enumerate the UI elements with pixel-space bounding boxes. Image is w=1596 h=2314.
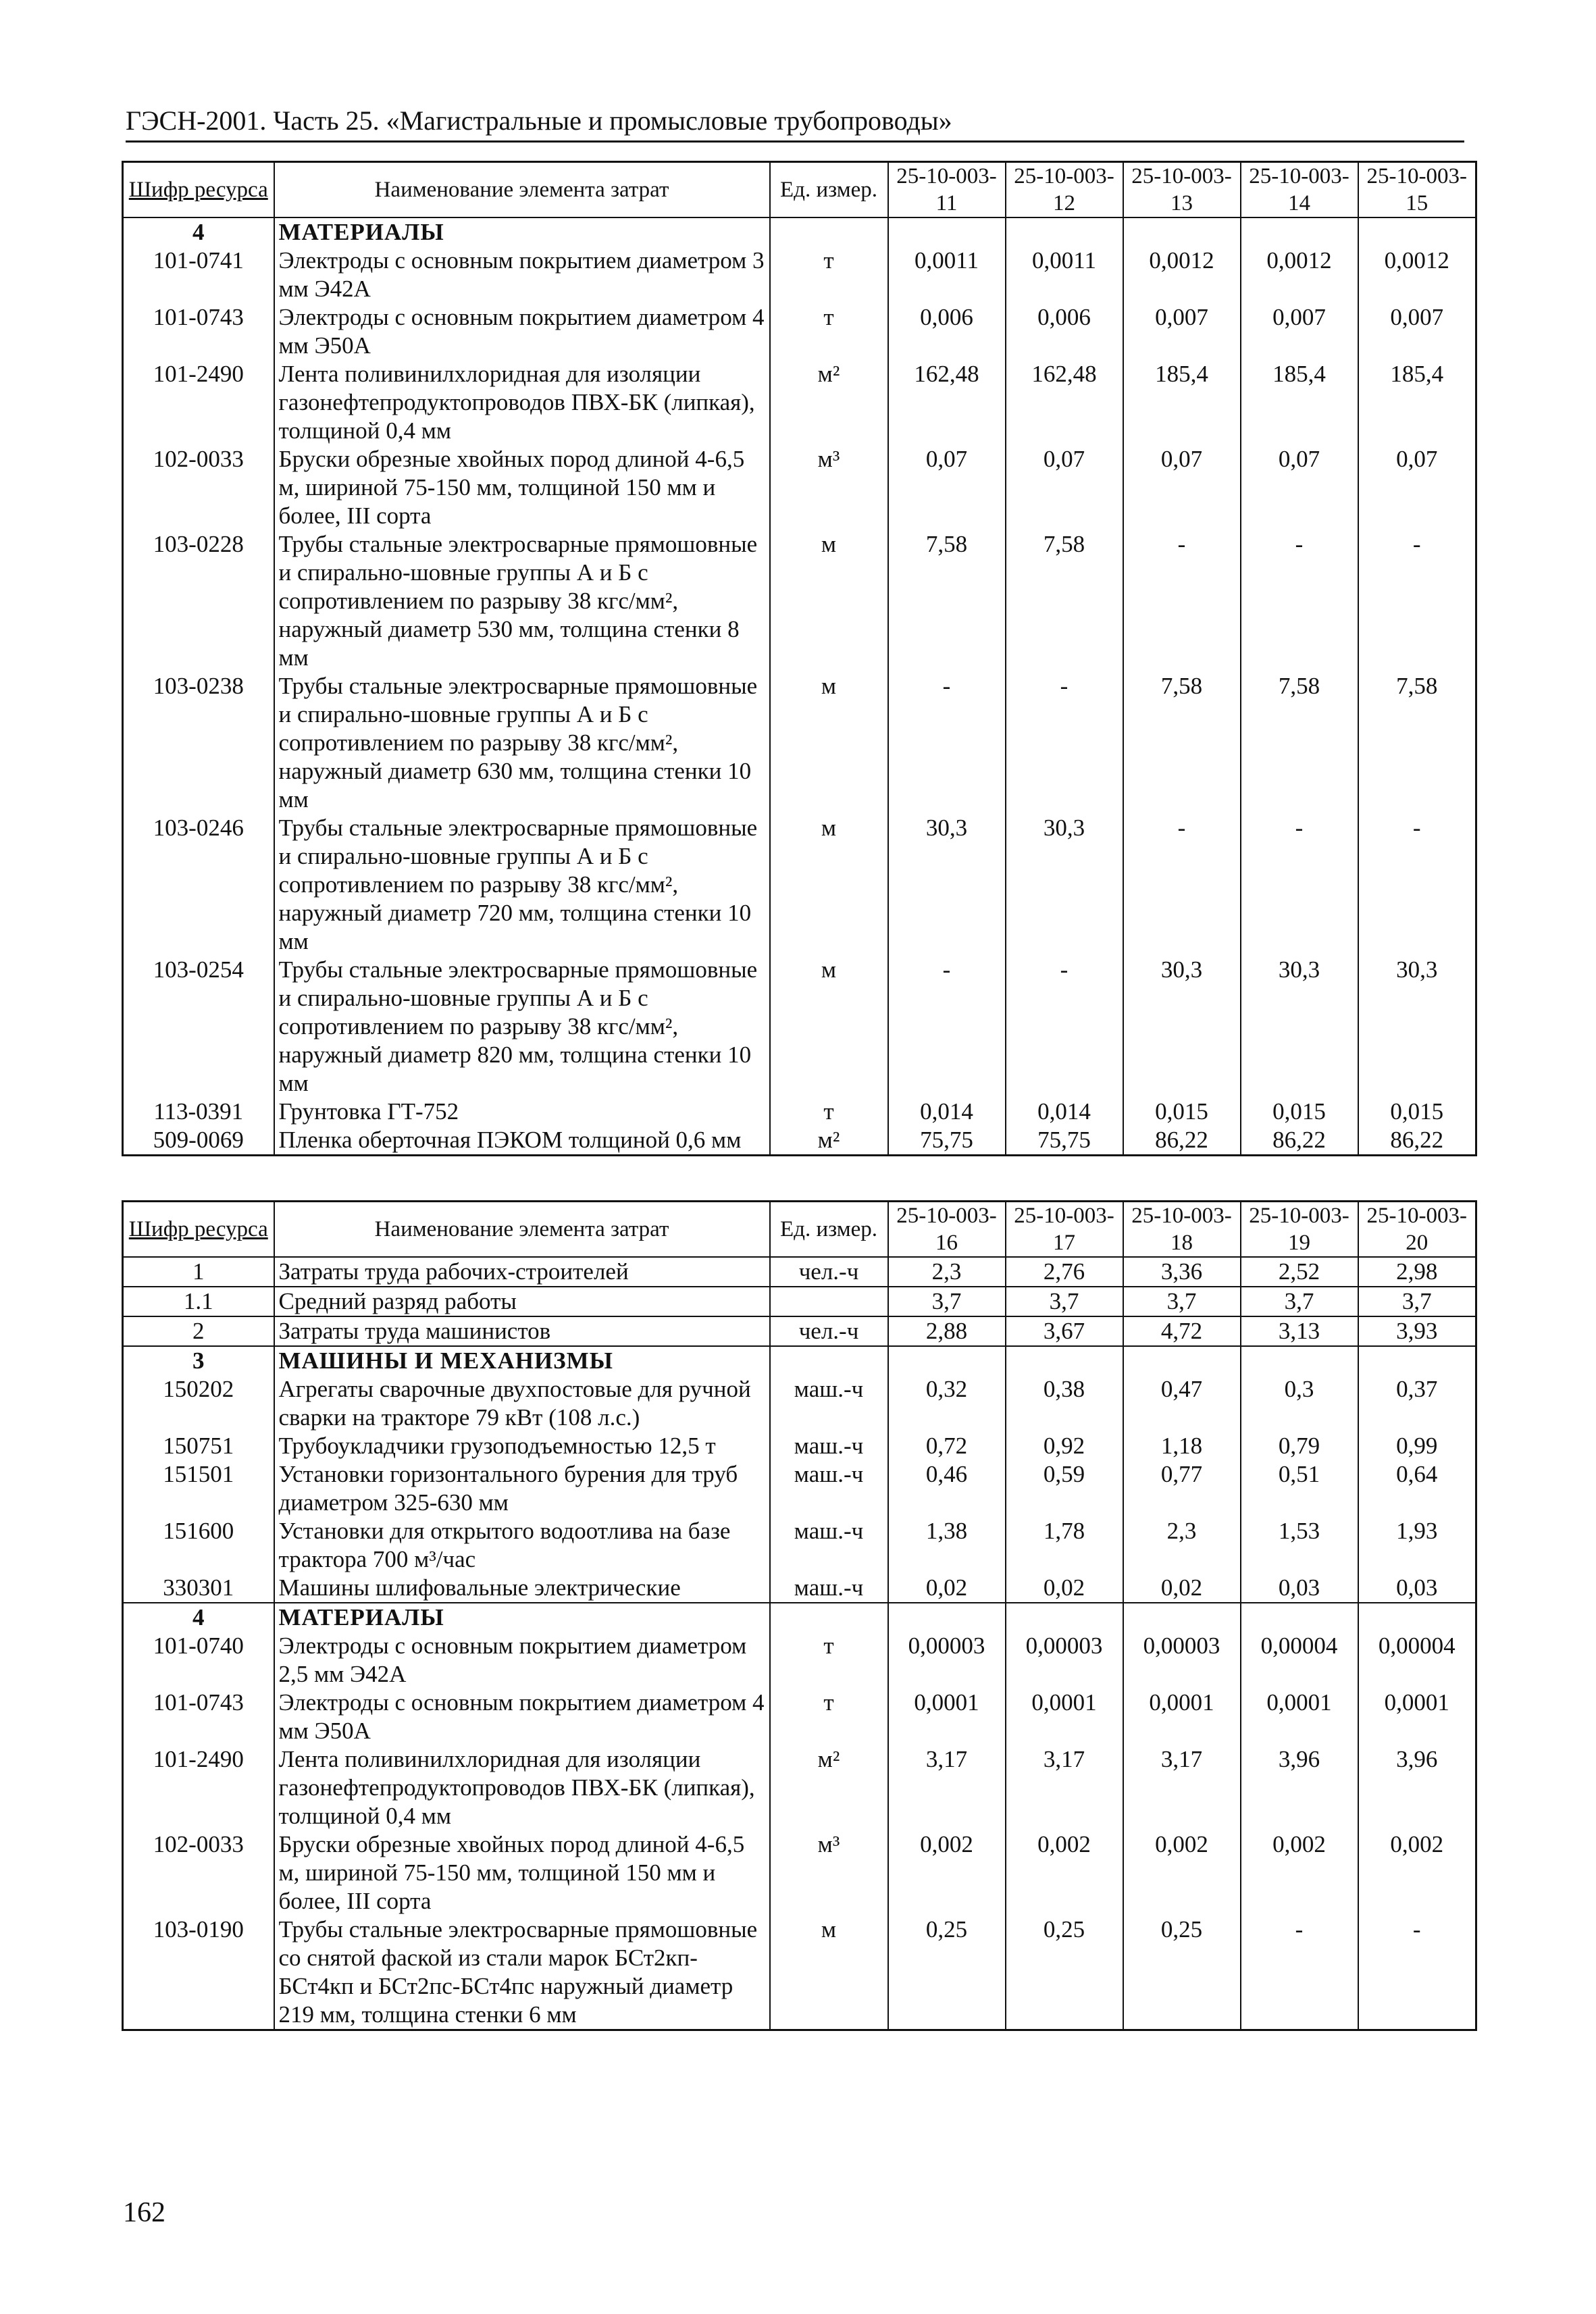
resource-code: 103-0254	[123, 956, 274, 1098]
resource-code: 103-0190	[123, 1916, 274, 2030]
unit-cell: т	[770, 303, 888, 360]
value-cell: 30,3	[1123, 956, 1241, 1098]
value-cell: 3,7	[888, 1287, 1006, 1316]
unit-cell: м	[770, 814, 888, 956]
value-cell: 0,00003	[888, 1632, 1006, 1689]
table-row	[123, 1689, 1476, 1745]
column-header-norm: 25-10-003-11	[888, 162, 1006, 218]
resource-name: Лента поливинилхлоридная для изоляции газонефтепродуктопроводов ПВХ-БК (липкая), толщиной 0,4 мм	[274, 360, 770, 445]
value-cell: 0,015	[1358, 1098, 1476, 1126]
resource-name: МАТЕРИАЛЫ	[274, 1603, 770, 1632]
value-cell	[888, 1603, 1006, 1632]
value-cell: 30,3	[1241, 956, 1358, 1098]
column-header-code: Шифр ресурса	[123, 1202, 274, 1258]
section-row	[123, 1603, 1476, 1632]
value-cell: 0,92	[1006, 1432, 1123, 1460]
unit-cell	[770, 1287, 888, 1316]
unit-cell	[770, 1603, 888, 1632]
value-cell: 7,58	[888, 530, 1006, 672]
resource-name: Трубоукладчики грузоподъемностью 12,5 т	[274, 1432, 770, 1460]
value-cell: 0,014	[1006, 1098, 1123, 1126]
value-cell: 1,53	[1241, 1517, 1358, 1574]
value-cell: -	[1241, 814, 1358, 956]
value-cell: 2,88	[888, 1316, 1006, 1346]
value-cell: 2,3	[888, 1257, 1006, 1287]
unit-cell: маш.-ч	[770, 1517, 888, 1574]
table-row	[123, 1375, 1476, 1432]
value-cell: 0,07	[1006, 445, 1123, 530]
value-cell: 2,98	[1358, 1257, 1476, 1287]
table-row	[123, 530, 1476, 672]
value-cell: -	[1358, 530, 1476, 672]
table-row	[123, 1632, 1476, 1689]
unit-cell: м	[770, 956, 888, 1098]
table-body	[123, 217, 1476, 1156]
resource-name: МАТЕРИАЛЫ	[274, 217, 770, 247]
value-cell: 0,0001	[888, 1689, 1006, 1745]
value-cell: 0,0012	[1241, 247, 1358, 303]
resource-code: 101-0741	[123, 247, 274, 303]
value-cell: 0,02	[1006, 1574, 1123, 1603]
unit-cell: м	[770, 672, 888, 814]
resource-code: 101-0740	[123, 1632, 274, 1689]
page-number: 162	[123, 2197, 165, 2228]
column-header-norm: 25-10-003-17	[1006, 1202, 1123, 1258]
table-row	[123, 672, 1476, 814]
resource-code: 101-0743	[123, 303, 274, 360]
value-cell: 0,25	[1006, 1916, 1123, 2030]
table-row	[123, 1517, 1476, 1574]
value-cell: -	[1006, 956, 1123, 1098]
value-cell: -	[1241, 530, 1358, 672]
column-header-code: Шифр ресурса	[123, 162, 274, 218]
value-cell: 0,0001	[1123, 1689, 1241, 1745]
value-cell: 185,4	[1358, 360, 1476, 445]
section-row	[123, 217, 1476, 247]
value-cell: 162,48	[1006, 360, 1123, 445]
table-row	[123, 1574, 1476, 1603]
value-cell: 0,0001	[1358, 1689, 1476, 1745]
resource-code: 4	[123, 217, 274, 247]
value-cell	[1123, 1346, 1241, 1375]
value-cell: 0,007	[1241, 303, 1358, 360]
value-cell: 7,58	[1358, 672, 1476, 814]
resource-code: 103-0238	[123, 672, 274, 814]
resource-name: Электроды с основным покрытием диаметром 4 мм Э50А	[274, 303, 770, 360]
table-row	[123, 1316, 1476, 1346]
resource-name: Электроды с основным покрытием диаметром 3 мм Э42А	[274, 247, 770, 303]
unit-cell: м²	[770, 1745, 888, 1830]
table-row	[123, 1126, 1476, 1156]
value-cell: 0,77	[1123, 1460, 1241, 1517]
column-header-name: Наименование элемента затрат	[274, 162, 770, 218]
value-cell: 1,78	[1006, 1517, 1123, 1574]
value-cell: 3,7	[1123, 1287, 1241, 1316]
value-cell	[1358, 217, 1476, 247]
value-cell: 0,002	[1358, 1830, 1476, 1916]
value-cell: 0,99	[1358, 1432, 1476, 1460]
value-cell: 0,0012	[1123, 247, 1241, 303]
resource-name: Бруски обрезные хвойных пород длиной 4-6,5 м, шириной 75-150 мм, толщиной 150 мм и более, III сорта	[274, 445, 770, 530]
value-cell: 0,0011	[1006, 247, 1123, 303]
value-cell: 3,17	[1123, 1745, 1241, 1830]
resource-code: 3	[123, 1346, 274, 1375]
resource-name: Трубы стальные электросварные прямошовные со снятой фаской из стали марок БСт2кп-БСт4кп и БСт2пс-БСт4пс наружный диаметр 219 мм, толщина стенки 6 мм	[274, 1916, 770, 2030]
table-row	[123, 1098, 1476, 1126]
value-cell: 75,75	[888, 1126, 1006, 1156]
value-cell: 0,0012	[1358, 247, 1476, 303]
resource-code: 330301	[123, 1574, 274, 1603]
table-row	[123, 1257, 1476, 1287]
value-cell: 1,18	[1123, 1432, 1241, 1460]
table-row	[123, 1745, 1476, 1830]
value-cell: 0,25	[888, 1916, 1006, 2030]
page-header: ГЭСН-2001. Часть 25. «Магистральные и промысловые трубопроводы»	[126, 101, 1464, 143]
value-cell: 0,006	[1006, 303, 1123, 360]
value-cell: 0,00003	[1123, 1632, 1241, 1689]
column-header-norm: 25-10-003-19	[1241, 1202, 1358, 1258]
resource-name: Затраты труда машинистов	[274, 1316, 770, 1346]
value-cell: 3,7	[1006, 1287, 1123, 1316]
resource-code: 1	[123, 1257, 274, 1287]
unit-cell: чел.-ч	[770, 1257, 888, 1287]
table-row	[123, 1916, 1476, 2030]
value-cell: 3,93	[1358, 1316, 1476, 1346]
unit-cell: т	[770, 247, 888, 303]
value-cell: -	[888, 956, 1006, 1098]
table-row	[123, 445, 1476, 530]
value-cell: 0,002	[1123, 1830, 1241, 1916]
table-row	[123, 1830, 1476, 1916]
value-cell: 2,76	[1006, 1257, 1123, 1287]
value-cell: 30,3	[1006, 814, 1123, 956]
value-cell: 7,58	[1241, 672, 1358, 814]
value-cell: 0,59	[1006, 1460, 1123, 1517]
value-cell: 0,32	[888, 1375, 1006, 1432]
value-cell: 3,36	[1123, 1257, 1241, 1287]
resource-code: 101-2490	[123, 360, 274, 445]
column-header-norm: 25-10-003-15	[1358, 162, 1476, 218]
value-cell: 0,006	[888, 303, 1006, 360]
resource-code: 4	[123, 1603, 274, 1632]
unit-cell: т	[770, 1632, 888, 1689]
value-cell: 3,17	[1006, 1745, 1123, 1830]
value-cell: 0,79	[1241, 1432, 1358, 1460]
table-row	[123, 1432, 1476, 1460]
value-cell: 0,3	[1241, 1375, 1358, 1432]
resource-name: Пленка оберточная ПЭКОМ толщиной 0,6 мм	[274, 1126, 770, 1156]
value-cell: 0,25	[1123, 1916, 1241, 2030]
table-row	[123, 303, 1476, 360]
column-header-name: Наименование элемента затрат	[274, 1202, 770, 1258]
value-cell: 0,002	[888, 1830, 1006, 1916]
value-cell: -	[1006, 672, 1123, 814]
value-cell: 86,22	[1358, 1126, 1476, 1156]
resource-table-2	[122, 1200, 1477, 2031]
value-cell: 0,07	[1123, 445, 1241, 530]
value-cell: 1,93	[1358, 1517, 1476, 1574]
value-cell: 0,015	[1241, 1098, 1358, 1126]
column-header-unit: Ед. измер.	[770, 1202, 888, 1258]
resource-name: Лента поливинилхлоридная для изоляции газонефтепродуктопроводов ПВХ-БК (липкая), толщиной 0,4 мм	[274, 1745, 770, 1830]
column-header-norm: 25-10-003-20	[1358, 1202, 1476, 1258]
value-cell: 0,002	[1006, 1830, 1123, 1916]
value-cell	[888, 217, 1006, 247]
table-row	[123, 956, 1476, 1098]
resource-name: Электроды с основным покрытием диаметром 4 мм Э50А	[274, 1689, 770, 1745]
unit-cell: маш.-ч	[770, 1432, 888, 1460]
column-header-norm: 25-10-003-16	[888, 1202, 1006, 1258]
column-header-norm: 25-10-003-13	[1123, 162, 1241, 218]
value-cell: -	[1358, 814, 1476, 956]
resource-table-1	[122, 161, 1477, 1156]
value-cell: 0,007	[1123, 303, 1241, 360]
value-cell: 3,17	[888, 1745, 1006, 1830]
unit-cell: м	[770, 1916, 888, 2030]
section-row	[123, 1346, 1476, 1375]
value-cell: 7,58	[1006, 530, 1123, 672]
value-cell	[1241, 217, 1358, 247]
column-header-norm: 25-10-003-18	[1123, 1202, 1241, 1258]
value-cell: 7,58	[1123, 672, 1241, 814]
value-cell: 0,03	[1358, 1574, 1476, 1603]
resource-name: Трубы стальные электросварные прямошовные и спирально-шовные группы А и Б с сопротивлением по разрыву 38 кгс/мм², наружный диаметр 720 мм, толщина стенки 10 мм	[274, 814, 770, 956]
value-cell: 185,4	[1123, 360, 1241, 445]
column-header-norm: 25-10-003-12	[1006, 162, 1123, 218]
value-cell: 185,4	[1241, 360, 1358, 445]
resource-name: Бруски обрезные хвойных пород длиной 4-6,5 м, шириной 75-150 мм, толщиной 150 мм и более, III сорта	[274, 1830, 770, 1916]
value-cell	[1006, 217, 1123, 247]
resource-name: Машины шлифовальные электрические	[274, 1574, 770, 1603]
unit-cell: м²	[770, 1126, 888, 1156]
table-row	[123, 814, 1476, 956]
resource-code: 103-0246	[123, 814, 274, 956]
value-cell: 0,00003	[1006, 1632, 1123, 1689]
value-cell	[1006, 1346, 1123, 1375]
resource-code: 150751	[123, 1432, 274, 1460]
value-cell: 0,47	[1123, 1375, 1241, 1432]
value-cell: 0,007	[1358, 303, 1476, 360]
value-cell: 0,0011	[888, 247, 1006, 303]
value-cell: 2,3	[1123, 1517, 1241, 1574]
resource-name: Грунтовка ГТ-752	[274, 1098, 770, 1126]
value-cell: 3,96	[1241, 1745, 1358, 1830]
resource-name: Трубы стальные электросварные прямошовные и спирально-шовные группы А и Б с сопротивлением по разрыву 38 кгс/мм², наружный диаметр 630 мм, толщина стенки 10 мм	[274, 672, 770, 814]
value-cell: 162,48	[888, 360, 1006, 445]
resource-code: 102-0033	[123, 1830, 274, 1916]
value-cell: 0,014	[888, 1098, 1006, 1126]
value-cell: 0,0001	[1006, 1689, 1123, 1745]
value-cell	[1358, 1346, 1476, 1375]
value-cell: 0,002	[1241, 1830, 1358, 1916]
value-cell: 86,22	[1241, 1126, 1358, 1156]
value-cell: 0,03	[1241, 1574, 1358, 1603]
unit-cell: м	[770, 530, 888, 672]
resource-name: Средний разряд работы	[274, 1287, 770, 1316]
resource-code: 2	[123, 1316, 274, 1346]
unit-cell: маш.-ч	[770, 1460, 888, 1517]
value-cell: 3,7	[1241, 1287, 1358, 1316]
table-row	[123, 1460, 1476, 1517]
value-cell: 0,015	[1123, 1098, 1241, 1126]
value-cell: 0,46	[888, 1460, 1006, 1517]
value-cell	[1358, 1603, 1476, 1632]
value-cell: -	[888, 672, 1006, 814]
resource-name: Установки горизонтального бурения для труб диаметром 325-630 мм	[274, 1460, 770, 1517]
resource-code: 509-0069	[123, 1126, 274, 1156]
value-cell	[1241, 1603, 1358, 1632]
value-cell: 3,13	[1241, 1316, 1358, 1346]
value-cell: 2,52	[1241, 1257, 1358, 1287]
resource-name: Затраты труда рабочих-строителей	[274, 1257, 770, 1287]
unit-cell: т	[770, 1098, 888, 1126]
value-cell: -	[1123, 530, 1241, 672]
column-header-norm: 25-10-003-14	[1241, 162, 1358, 218]
value-cell: 0,02	[888, 1574, 1006, 1603]
value-cell: 75,75	[1006, 1126, 1123, 1156]
value-cell: 0,0001	[1241, 1689, 1358, 1745]
unit-cell: маш.-ч	[770, 1574, 888, 1603]
value-cell: 3,67	[1006, 1316, 1123, 1346]
unit-cell	[770, 217, 888, 247]
resource-code: 1.1	[123, 1287, 274, 1316]
value-cell: 0,00004	[1358, 1632, 1476, 1689]
value-cell: 30,3	[1358, 956, 1476, 1098]
resource-code: 113-0391	[123, 1098, 274, 1126]
value-cell: 0,07	[888, 445, 1006, 530]
value-cell	[1006, 1603, 1123, 1632]
table-body	[123, 1257, 1476, 2030]
value-cell: 4,72	[1123, 1316, 1241, 1346]
value-cell: -	[1358, 1916, 1476, 2030]
resource-code: 103-0228	[123, 530, 274, 672]
resource-code: 101-2490	[123, 1745, 274, 1830]
value-cell: 0,02	[1123, 1574, 1241, 1603]
value-cell: 0,38	[1006, 1375, 1123, 1432]
value-cell	[1123, 1603, 1241, 1632]
resource-name: Трубы стальные электросварные прямошовные и спирально-шовные группы А и Б с сопротивлением по разрыву 38 кгс/мм², наружный диаметр 820 мм, толщина стенки 10 мм	[274, 956, 770, 1098]
value-cell: 0,64	[1358, 1460, 1476, 1517]
table-row	[123, 360, 1476, 445]
unit-cell: м³	[770, 445, 888, 530]
value-cell: 86,22	[1123, 1126, 1241, 1156]
table-row	[123, 247, 1476, 303]
resource-code: 151501	[123, 1460, 274, 1517]
value-cell: 0,07	[1241, 445, 1358, 530]
resource-code: 150202	[123, 1375, 274, 1432]
unit-cell: м²	[770, 360, 888, 445]
value-cell: -	[1241, 1916, 1358, 2030]
resource-name: Электроды с основным покрытием диаметром 2,5 мм Э42А	[274, 1632, 770, 1689]
value-cell	[888, 1346, 1006, 1375]
value-cell	[1123, 217, 1241, 247]
value-cell: 0,72	[888, 1432, 1006, 1460]
unit-cell: т	[770, 1689, 888, 1745]
resource-name: Агрегаты сварочные двухпостовые для ручной сварки на тракторе 79 кВт (108 л.с.)	[274, 1375, 770, 1432]
unit-cell: маш.-ч	[770, 1375, 888, 1432]
resource-code: 102-0033	[123, 445, 274, 530]
resource-code: 101-0743	[123, 1689, 274, 1745]
resource-name: Установки для открытого водоотлива на базе трактора 700 м³/час	[274, 1517, 770, 1574]
value-cell: 30,3	[888, 814, 1006, 956]
column-header-unit: Ед. измер.	[770, 162, 888, 218]
value-cell: 0,00004	[1241, 1632, 1358, 1689]
value-cell: 1,38	[888, 1517, 1006, 1574]
value-cell	[1241, 1346, 1358, 1375]
value-cell: 0,51	[1241, 1460, 1358, 1517]
unit-cell	[770, 1346, 888, 1375]
unit-cell: м³	[770, 1830, 888, 1916]
resource-name: Трубы стальные электросварные прямошовные и спирально-шовные группы А и Б с сопротивлением по разрыву 38 кгс/мм², наружный диаметр 530 мм, толщина стенки 8 мм	[274, 530, 770, 672]
value-cell: 3,7	[1358, 1287, 1476, 1316]
value-cell: 0,07	[1358, 445, 1476, 530]
value-cell: -	[1123, 814, 1241, 956]
unit-cell: чел.-ч	[770, 1316, 888, 1346]
resource-name: МАШИНЫ И МЕХАНИЗМЫ	[274, 1346, 770, 1375]
table-row	[123, 1287, 1476, 1316]
value-cell: 0,37	[1358, 1375, 1476, 1432]
resource-code: 151600	[123, 1517, 274, 1574]
value-cell: 3,96	[1358, 1745, 1476, 1830]
